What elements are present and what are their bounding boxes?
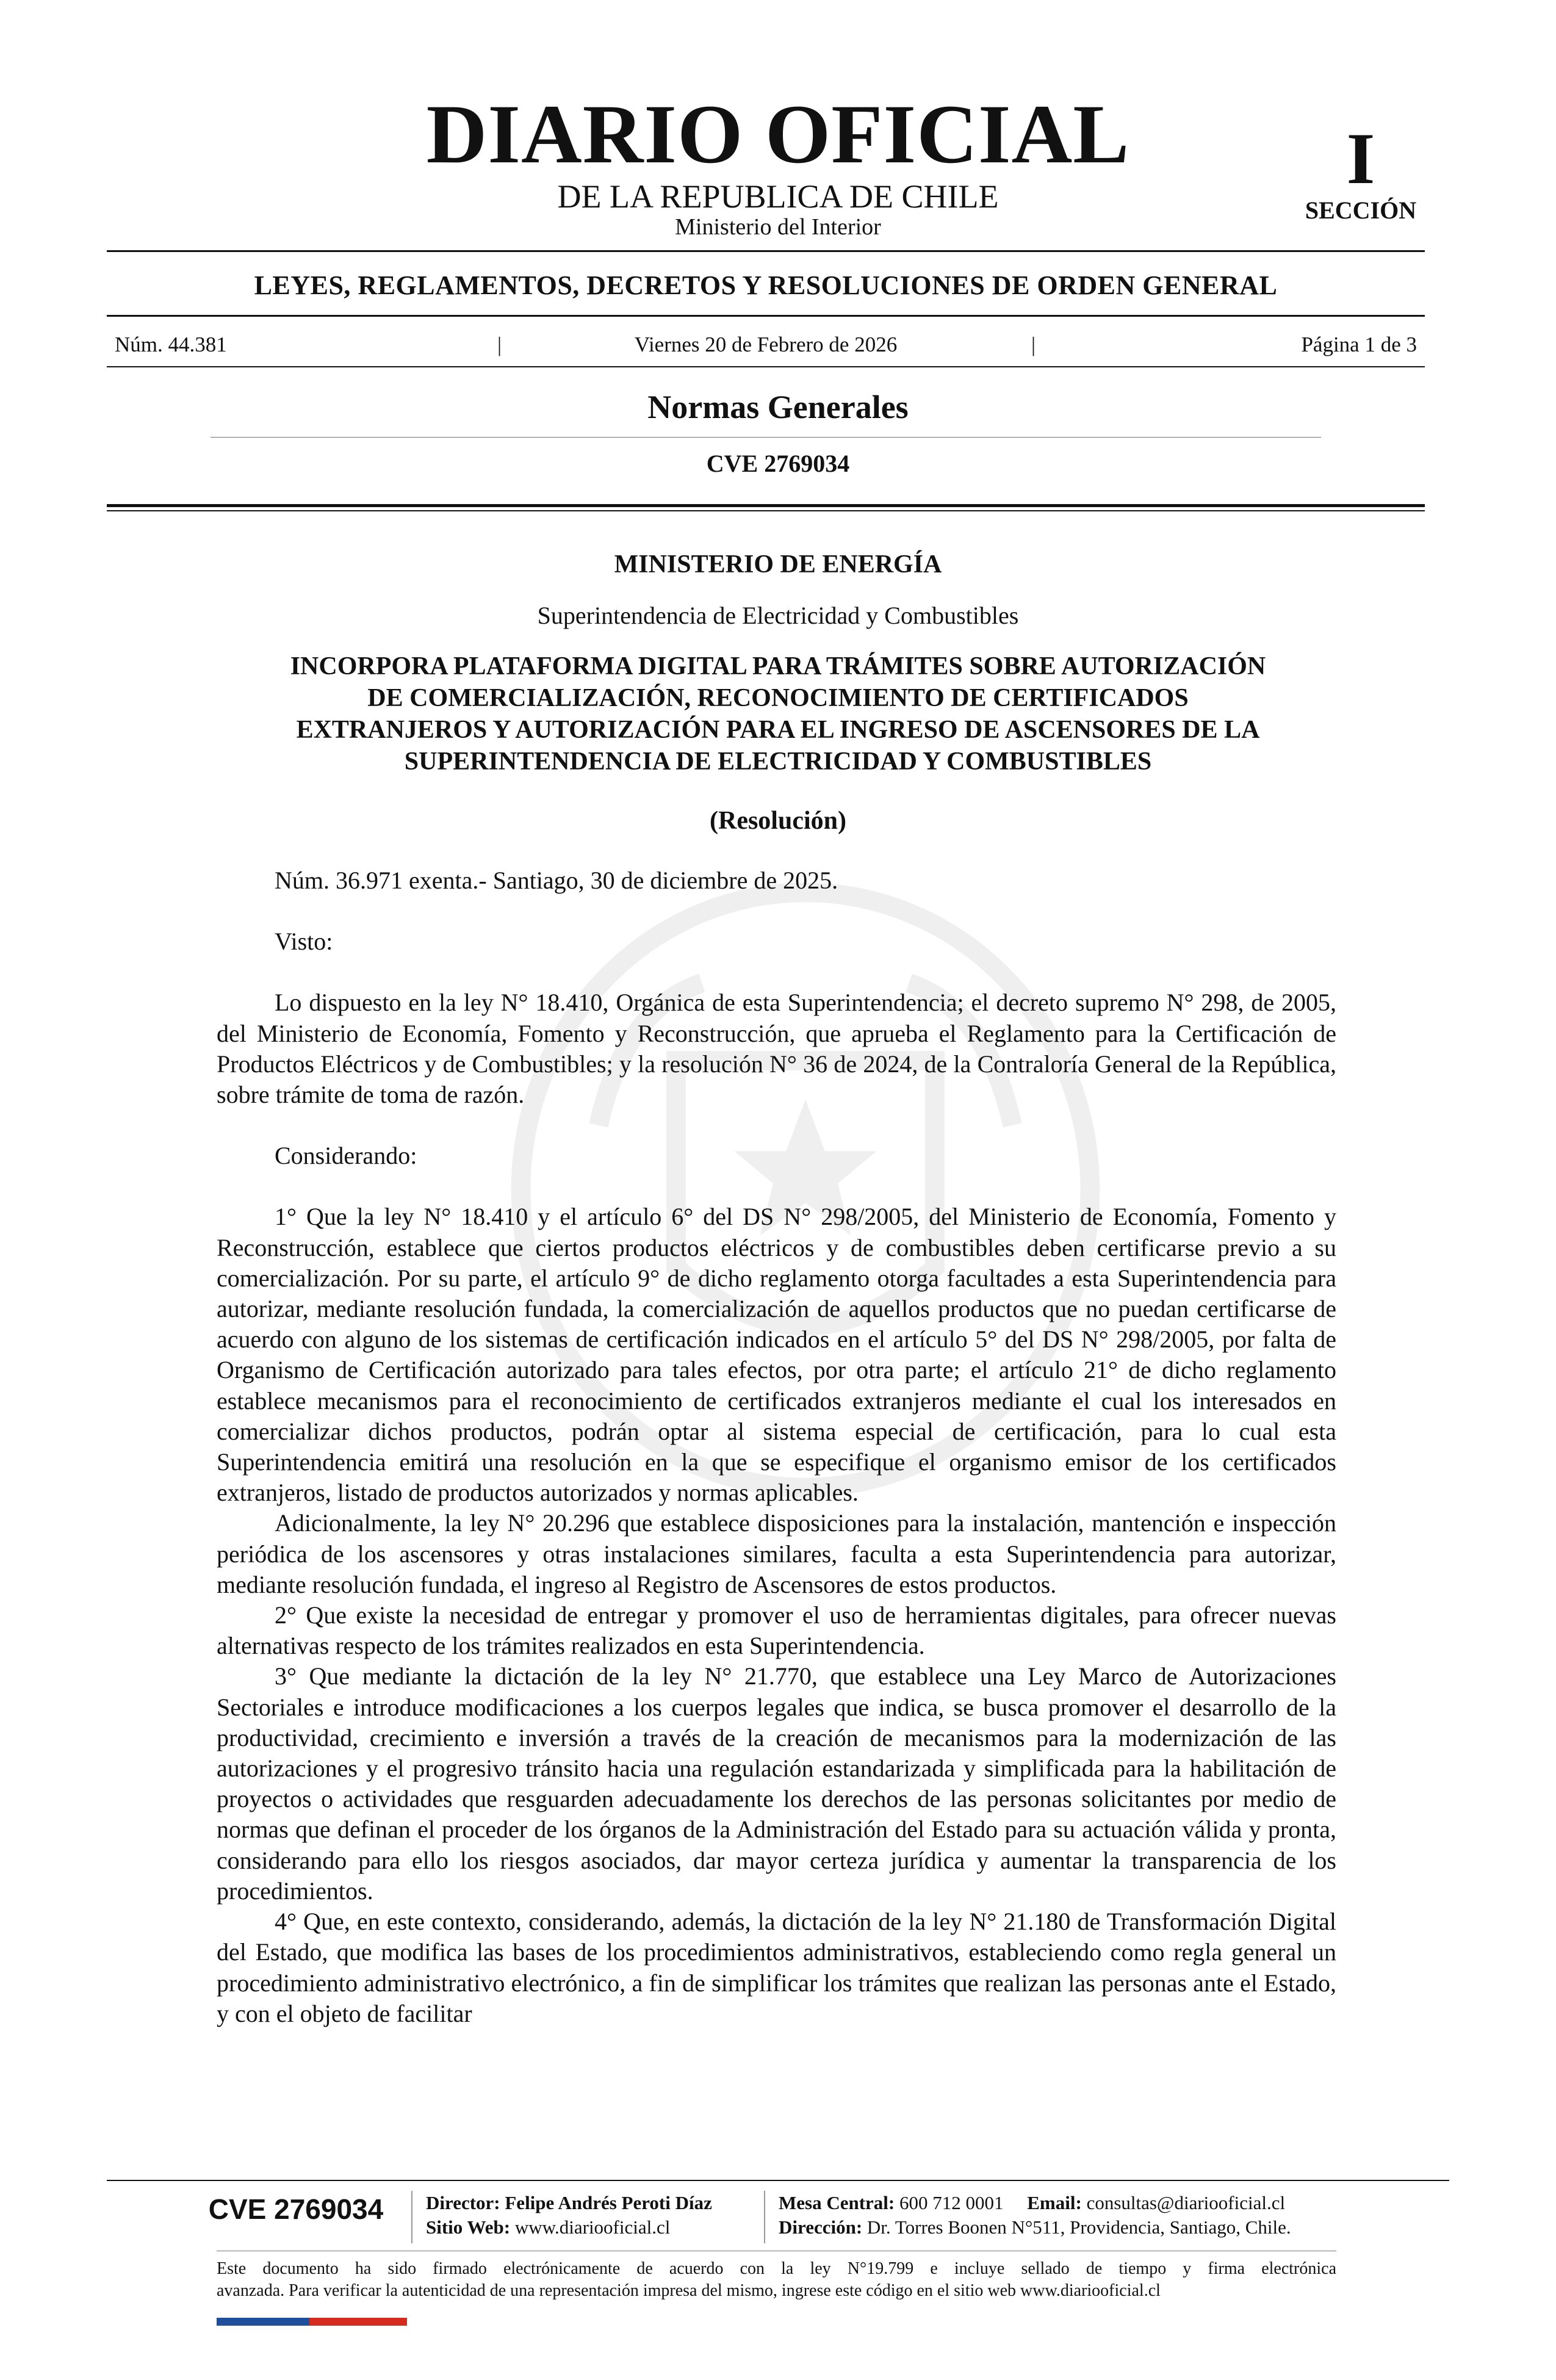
footer-rule <box>107 2180 1449 2181</box>
masthead-subtitle: DE LA REPUBLICA DE CHILE <box>557 178 999 215</box>
resolution-number: Núm. 36.971 exenta.- Santiago, 30 de diciembre de 2025. <box>275 867 838 894</box>
considerando-paragraph: 1° Que la ley N° 18.410 y el artículo 6° del DS N° 298/2005, del Ministerio de Economía, Fomento y Reconstrucción, establece que ciertos productos eléctricos y de combustibles deben certificarse previo a su comercialización. Por su parte, el artículo 9° de dicho reglamento otorga facultades a esta Superintendencia para autorizar, mediante resolución fundada, la comercialización de aquellos productos que no puedan certificarse de acuerdo con alguno de los sistemas de certificación indicados en el artículo 5° del DS N° 298/2005, por falta de Organismo de Certificación autorizado para tales efectos, por otra parte; el artículo 21° de dicho reglamento establece mecanismos para el reconocimiento de certificados extranjeros mediante el cual los interesados en comercializar dichos productos, podrán optar al sistema especial de certificación, para lo cual esta Superintendencia emitirá una resolución en la que se especifique el organismo emisor de los certificados extranjeros, listado de productos autorizados y normas aplicables. <box>217 1203 1336 1507</box>
document-title-line: SUPERINTENDENCIA DE ELECTRICIDAD Y COMBUSTIBLES <box>404 748 1152 776</box>
document-title-line: DE COMERCIALIZACIÓN, RECONOCIMIENTO DE CERTIFICADOS <box>367 684 1189 712</box>
flag-stripe-red <box>309 2318 407 2326</box>
double-rule-top <box>107 504 1425 507</box>
section-label: SECCIÓN <box>1305 197 1417 224</box>
visto-heading: Visto: <box>275 928 333 956</box>
issue-rule <box>107 366 1425 367</box>
section-heading: Normas Generales <box>647 389 909 425</box>
footer-director: Director: Felipe Andrés Peroti Díaz <box>426 2192 712 2213</box>
document-title-line: INCORPORA PLATAFORMA DIGITAL PARA TRÁMITES SOBRE AUTORIZACIÓN <box>290 652 1266 680</box>
footer-address: Dirección: Dr. Torres Boonen N°511, Providencia, Santiago, Chile. <box>779 2216 1291 2238</box>
masthead-title: DIARIO OFICIAL <box>426 87 1130 181</box>
ministry-name: MINISTERIO DE ENERGÍA <box>614 550 942 579</box>
footer-phone-email: Mesa Central: 600 712 0001 Email: consultas@diariooficial.cl <box>779 2192 1286 2213</box>
issue-info-row <box>110 330 1422 360</box>
footer-legal-note: Este documento ha sido firmado electrónicamente de acuerdo con la ley N°19.799 e incluye sellado de tiempo y firma electrónica <box>217 2259 1336 2278</box>
section-number: I <box>1346 118 1375 199</box>
category-line: LEYES, REGLAMENTOS, DECRETOS Y RESOLUCIONES DE ORDEN GENERAL <box>254 270 1278 300</box>
footer-website: Sitio Web: www.diariooficial.cl <box>426 2216 671 2238</box>
footer-contact-right <box>779 2191 1291 2240</box>
considerando-paragraph: 4° Que, en este contexto, considerando, además, la dictación de la ley N° 21.180 de Transformación Digital del Estado, que modifica las bases de los procedimientos administrativos, estableciendo como regla general un procedimiento administrativo electrónico, a fin de simplificar los trámites que realizan las personas ante el Estado, y con el objeto de facilitar <box>217 1908 1336 2027</box>
considerando-heading: Considerando: <box>275 1142 417 1170</box>
cve-code: CVE 2769034 <box>706 450 850 477</box>
issue-separator: | <box>497 333 502 356</box>
considerando-paragraph: 2° Que existe la necesidad de entregar y promover el uso de herramientas digitales, para ofrecer nuevas alternativas respecto de los trámites realizados en esta Superintendencia. <box>217 1601 1336 1660</box>
footer-divider <box>411 2191 412 2243</box>
footer-contact-left <box>426 2191 712 2240</box>
considerando-paragraph: Adicionalmente, la ley N° 20.296 que establece disposiciones para la instalación, mantención e inspección periódica de los ascensores y otras instalaciones similares, faculta a esta Superintendencia para autorizar, mediante resolución fundada, el ingreso al Registro de Ascensores de estos productos. <box>217 1509 1336 1598</box>
visto-paragraph: Lo dispuesto en la ley N° 18.410, Orgánica de esta Superintendencia; el decreto supremo N° 298, de 2005, del Ministerio de Economía, Fomento y Reconstrucción, que aprueba el Reglamento para la Certificación de Productos Eléctricos y de Combustibles; y la resolución N° 36 de 2024, de la Contraloría General de la República, sobre trámite de toma de razón. <box>217 989 1336 1109</box>
agency-name: Superintendencia de Electricidad y Combustibles <box>537 602 1019 629</box>
double-rule-bottom <box>107 510 1425 511</box>
section-heading-rule <box>211 437 1321 438</box>
header-rule <box>107 250 1425 252</box>
masthead-ministry: Ministerio del Interior <box>675 214 881 240</box>
considerando-paragraph: 3° Que mediante la dictación de la ley N° 21.770, que establece una Ley Marco de Autorizaciones Sectoriales e introduce modificaciones a los cuerpos legales que indica, se busca promover el desarrollo de la productividad, crecimiento e inversión a través de la creación de mecanismos para la modernización de las autorizaciones y el progresivo tránsito hacia una regulación estandarizada y simplificada para la habilitación de proyectos o actividades que resguarden adecuadamente los derechos de las personas solicitantes por medio de normas que definan el proceder de los órganos de la Administración del Estado para su actuación válida y pronta, considerando para ello los riesgos asociados, dar mayor certeza jurídica y aumentar la transparencia de los procedimientos. <box>217 1662 1336 1905</box>
issue-separator: | <box>1031 333 1036 356</box>
issue-date: Viernes 20 de Febrero de 2026 <box>634 333 898 356</box>
footer-cve-code: CVE 2769034 <box>208 2193 384 2225</box>
document-body <box>217 865 1336 2029</box>
flag-stripe-blue <box>217 2318 309 2326</box>
document-title <box>207 651 1349 777</box>
footer-legal-note: avanzada. Para verificar la autenticidad de una representación impresa del mismo, ingrese este código en el sitio web www.diariooficial.cl <box>217 2281 1161 2300</box>
category-rule <box>107 315 1425 317</box>
issue-number: Núm. 44.381 <box>115 333 227 356</box>
resolution-label: (Resolución) <box>710 807 846 835</box>
footer-divider <box>764 2191 765 2243</box>
issue-page: Página 1 de 3 <box>1301 333 1417 356</box>
document-title-line: EXTRANJEROS Y AUTORIZACIÓN PARA EL INGRESO DE ASCENSORES DE LA <box>296 716 1260 744</box>
